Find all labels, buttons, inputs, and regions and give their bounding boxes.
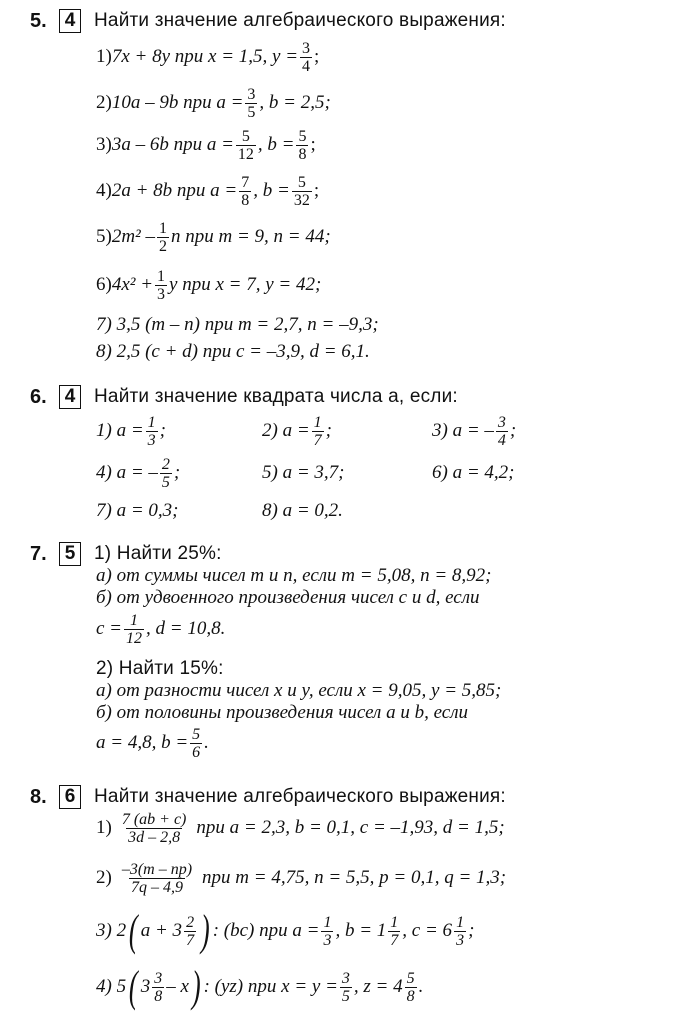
problem-6-title: Найти значение квадрата числа a, если: xyxy=(94,386,458,407)
problem-7-heading-1: 1) Найти 25%: xyxy=(94,543,222,564)
problem-5-item-7: 7) 3,5 (m – n) при m = 2,7, n = –9,3; xyxy=(96,314,379,335)
fraction: $\frac{1}{3}$ xyxy=(147,413,156,449)
fraction: $\frac{3}{5}$ xyxy=(247,85,256,121)
problem-5-number: 5. xyxy=(30,10,47,32)
fraction: $\frac{1}{3}$ xyxy=(323,913,332,949)
fraction: $\frac{7 (ab + c)}{3d - 2,8}$ xyxy=(121,810,187,846)
problem-8-item-4: 4) 5 ( 3 $\frac{3}{8}$ – x ) : (yz) при x = y = $\frac{3}{5}$ , z = 4 $\frac{5}{8}$ . xyxy=(96,962,424,1011)
problem-5-item-6: 6) 4x² + $\frac{1}{3}$ y при x = 7, y = 42; xyxy=(96,267,322,303)
problem-7-number: 7. xyxy=(30,543,47,565)
problem-5-title: Найти значение алгебраического выражения: xyxy=(94,10,506,31)
problem-8-item-2: 2) $\frac{-3(m - np)}{7q - 4,9}$ при m = 4,75, n = 5,5, p = 0,1, q = 1,3; xyxy=(96,860,507,896)
fraction: $\frac{2}{7}$ xyxy=(186,913,195,949)
item-label: 1) xyxy=(96,46,112,67)
problem-7-line-b1-cont: c = $\frac{1}{12}$ , d = 10,8. xyxy=(96,611,226,647)
fraction: $\frac{1}{12}$ xyxy=(126,611,143,647)
fraction: $\frac{-3(m - np)}{7q - 4,9}$ xyxy=(121,860,193,896)
fraction: $\frac{5}{6}$ xyxy=(192,725,201,761)
right-paren: ) xyxy=(200,906,210,955)
right-paren: ) xyxy=(191,962,201,1011)
problem-5-level-box: 4 xyxy=(59,9,81,33)
problem-8-number: 8. xyxy=(30,786,47,808)
fraction: $\frac{1}{3}$ xyxy=(157,267,166,303)
fraction: $\frac{1}{2}$ xyxy=(159,219,167,255)
problem-7-line-a1: а) от суммы чисел m и n, если m = 5,08, n = 8,92; xyxy=(96,565,492,586)
problem-6-item-6: 6) a = 4,2; xyxy=(432,462,515,483)
problem-5-item-4: 4) 2a + 8b при a = $\frac{7}{8}$ , b = $\frac{5}{32}$ ; xyxy=(96,173,320,209)
fraction: $\frac{2}{5}$ xyxy=(161,455,170,491)
problem-8-title: Найти значение алгебраического выражения: xyxy=(94,786,506,807)
problem-6-item-8: 8) a = 0,2. xyxy=(262,500,343,521)
problem-7-line-b2: б) от половины произведения чисел a и b, если xyxy=(96,702,468,723)
fraction: $\frac{5}{32}$ xyxy=(293,173,310,209)
problem-5-item-5: 5) 2m² – $\frac{1}{2}$ n при m = 9, n = 44; xyxy=(96,219,331,255)
problem-7-line-b1: б) от удвоенного произведения чисел c и d, если xyxy=(96,587,480,608)
problem-5-item-3: 3) 3a – 6b при a = $\frac{5}{12}$ , b = $\frac{5}{8}$ ; xyxy=(96,127,316,163)
fraction: $\frac{1}{7}$ xyxy=(313,413,322,449)
problem-6-item-4: 4) a = – $\frac{2}{5}$ ; xyxy=(96,455,181,491)
fraction: $\frac{5}{12}$ xyxy=(237,127,254,163)
problem-7-line-a2: а) от разности чисел x и y, если x = 9,05, y = 5,85; xyxy=(96,680,502,701)
problem-5-item-1: 1) 7x + 8y при x = 1,5, y = $\frac{3}{4}$ ; xyxy=(96,39,320,75)
problem-6-level-box: 4 xyxy=(59,385,81,409)
problem-5-item-2: 2) 10a – 9b при a = $\frac{3}{5}$ , b = 2,5; xyxy=(96,85,331,121)
problem-7-level-box: 5 xyxy=(59,542,81,566)
problem-6-item-3: 3) a = – $\frac{3}{4}$ ; xyxy=(432,413,517,449)
fraction: $\frac{3}{8}$ xyxy=(154,969,163,1005)
fraction: $\frac{3}{5}$ xyxy=(341,969,350,1005)
expression: 7x + 8y при x = 1,5, y = xyxy=(111,46,299,67)
fraction: $\frac{5}{8}$ xyxy=(406,969,415,1005)
fraction: $\frac{7}{8}$ xyxy=(241,173,250,209)
fraction: $\frac{3}{4}$ xyxy=(302,39,311,75)
problem-5-item-8: 8) 2,5 (c + d) при c = –3,9, d = 6,1. xyxy=(96,341,370,362)
problem-6-number: 6. xyxy=(30,386,47,408)
problem-7-heading-2: 2) Найти 15%: xyxy=(96,658,224,679)
problem-8-level-box: 6 xyxy=(59,785,81,809)
problem-6-item-1: 1) a = $\frac{1}{3}$ ; xyxy=(96,413,166,449)
fraction: $\frac{3}{4}$ xyxy=(497,413,506,449)
problem-6-item-5: 5) a = 3,7; xyxy=(262,462,345,483)
fraction: $\frac{5}{8}$ xyxy=(298,127,307,163)
problem-6-item-2: 2) a = $\frac{1}{7}$ ; xyxy=(262,413,332,449)
problem-8-item-3: 3) 2 ( a + 3 $\frac{2}{7}$ ) : (bc) при a = $\frac{1}{3}$ , b = 1 $\frac{1}{7}$ , c = 6 $\frac{1}{3}$ ; xyxy=(96,906,475,955)
problem-6-item-7: 7) a = 0,3; xyxy=(96,500,179,521)
fraction: $\frac{1}{7}$ xyxy=(390,913,399,949)
fraction: $\frac{1}{3}$ xyxy=(456,913,465,949)
problem-8-item-1: 1) $\frac{7 (ab + c)}{3d - 2,8}$ при a = 2,3, b = 0,1, c = –1,93, d = 1,5; xyxy=(96,810,505,846)
left-paren: ( xyxy=(129,962,138,1011)
problem-7-line-b2-cont: a = 4,8, b = $\frac{5}{6}$ . xyxy=(96,725,209,761)
left-paren: ( xyxy=(129,906,138,955)
